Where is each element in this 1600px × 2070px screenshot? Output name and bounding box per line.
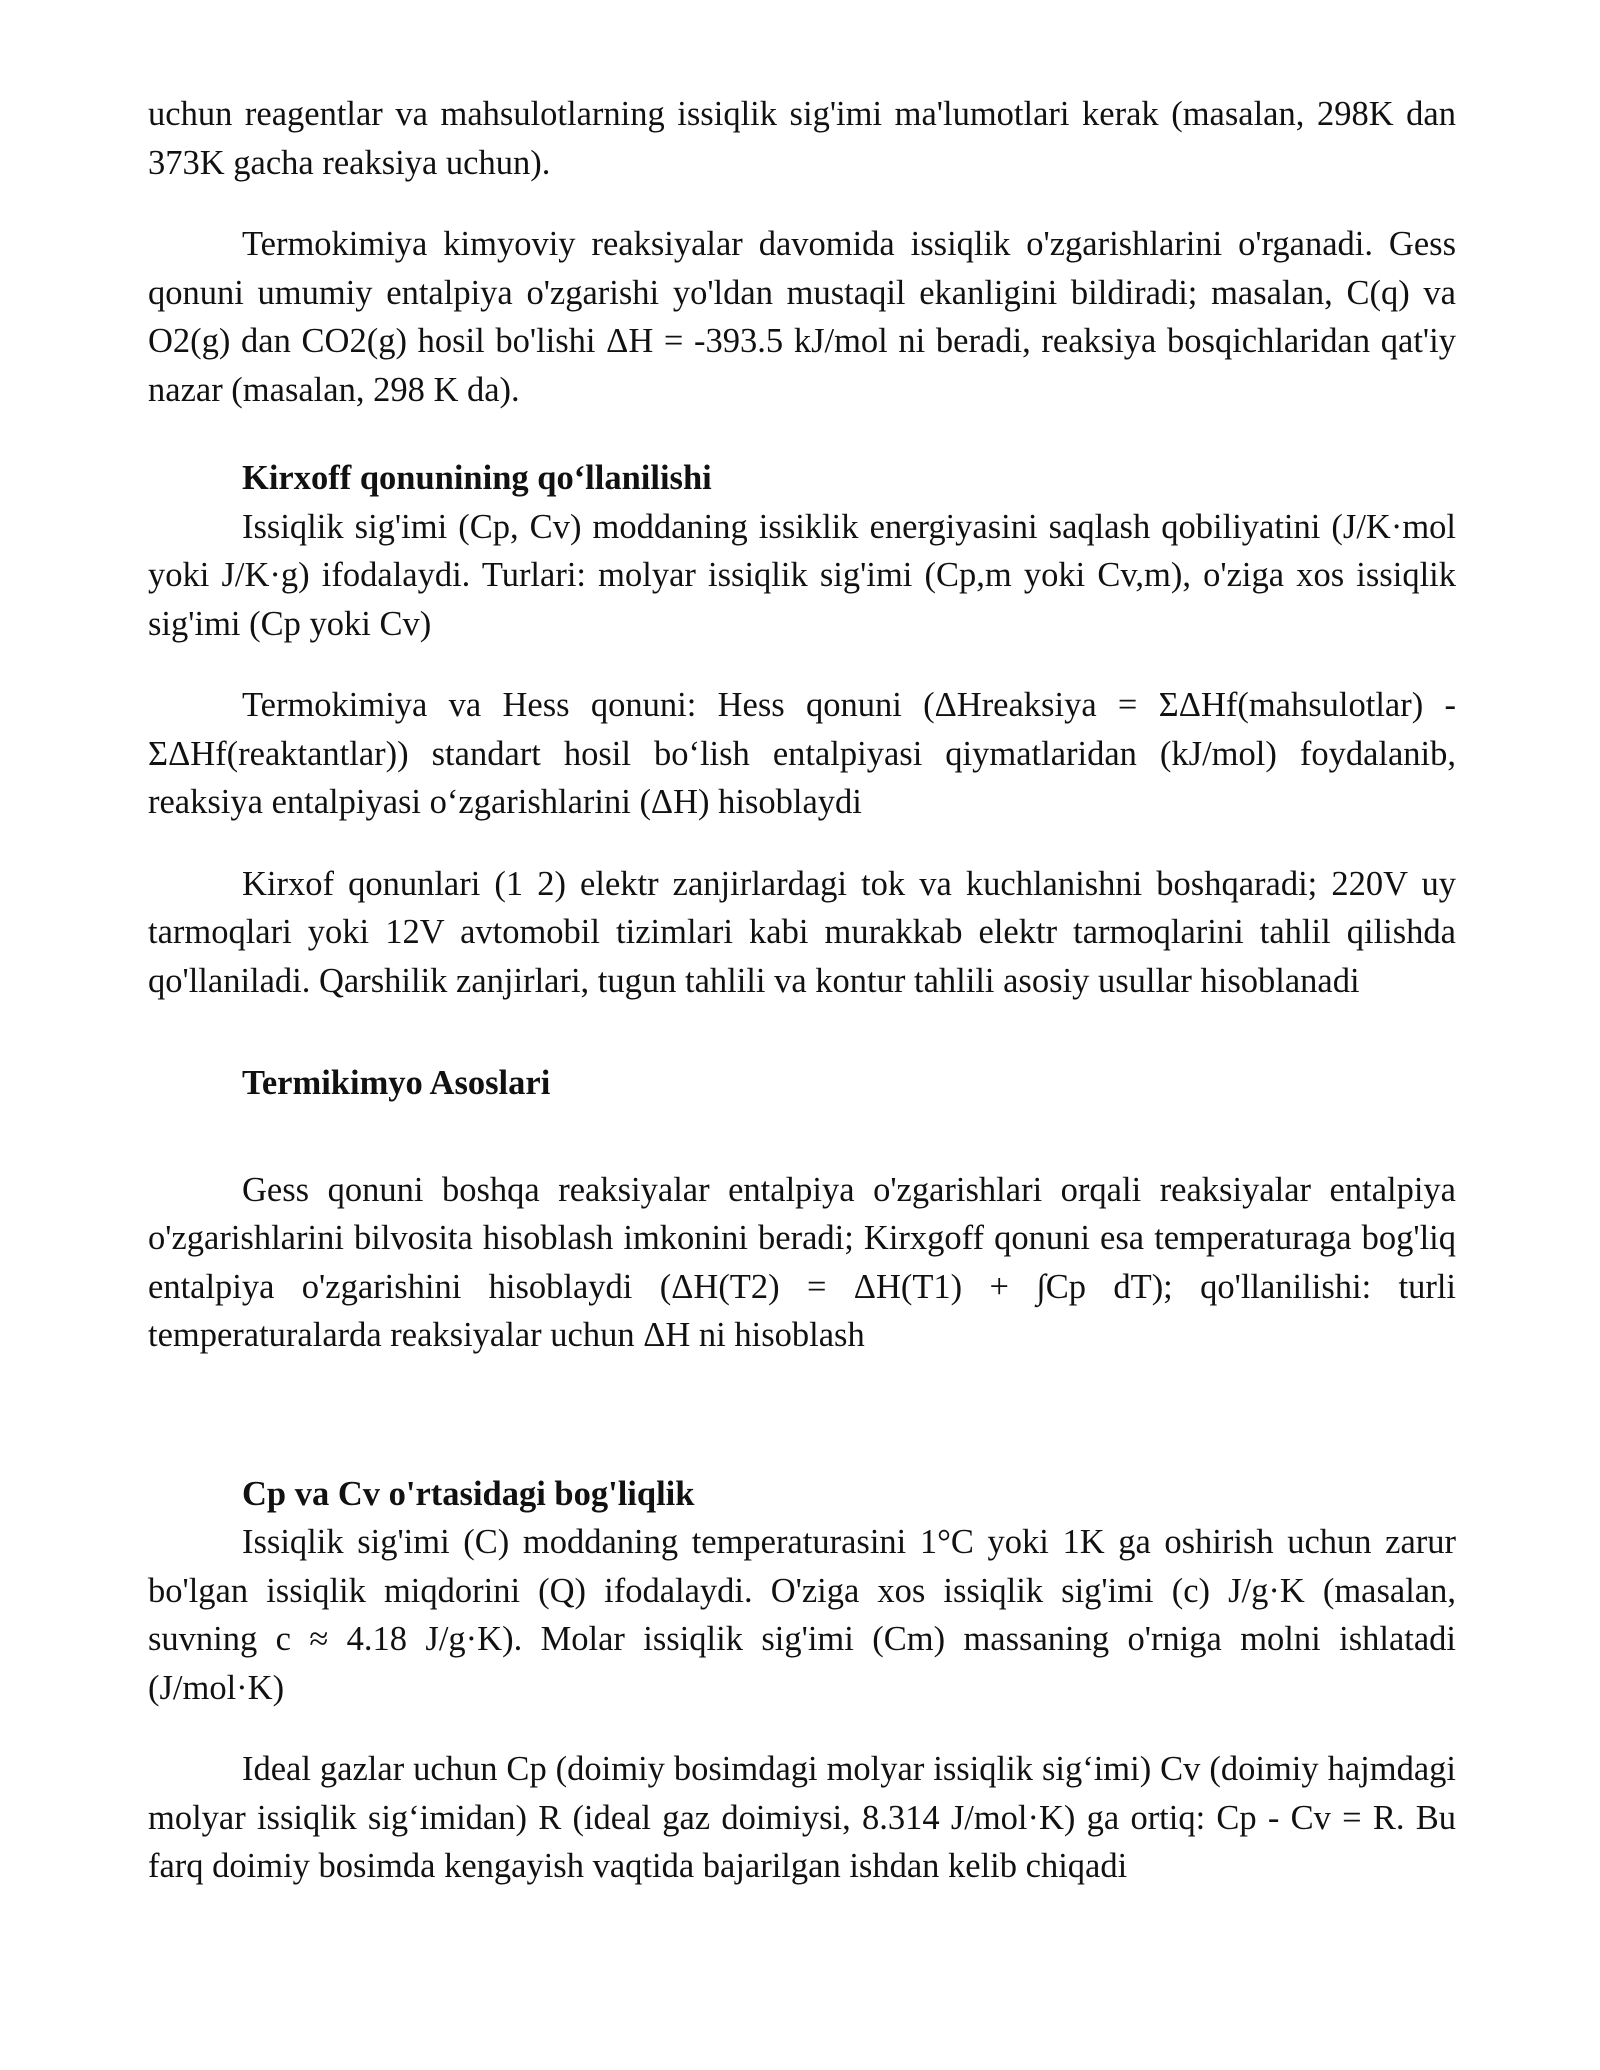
paragraph-ideal-gas-cp-cv: Ideal gazlar uchun Cp (doimiy bosimdagi molyar issiqlik sig‘imi) Cv (doimiy hajmdagi molyar issiqlik sig‘imidan) R (ideal gaz doimiysi, 8.314 J/mol·K) ga ortiq: Cp - Cv = R. Bu farq doimiy bosimda kengayish vaqtida bajarilgan ishdan kelib chiqadi bbox=[148, 1750, 1456, 1885]
document-page bbox=[148, 90, 1456, 1891]
heading-kirchhoff-application: Kirxoff qonunining qo‘llanilishi bbox=[242, 459, 712, 497]
heading-thermochemistry-basics: Termikimyo Asoslari bbox=[242, 1064, 551, 1102]
paragraph-heat-capacity-types: Issiqlik sig'imi (Cp, Cv) moddaning issiklik energiyasini saqlash qobiliyatini (J/K·mol yoki J/K·g) ifodalaydi. Turlari: molyar issiqlik sig'imi (Cp,m yoki Cv,m), o'ziga xos issiqlik sig'imi (Cp yoki Cv) bbox=[148, 507, 1456, 643]
heading-cp-cv-relation: Cp va Cv o'rtasidagi bog'liqlik bbox=[242, 1474, 695, 1513]
paragraph-hess-law-formula: Termokimiya va Hess qonuni: Hess qonuni (ΔHreaksiya = ΣΔHf(mahsulotlar) - ΣΔHf(reaktantlar)) standart hosil bo‘lish entalpiyasi qiymatlaridan (kJ/mol) foydalanib, reaksiya entalpiyasi o‘zgarishlarini (ΔH) hisoblaydi bbox=[148, 686, 1456, 821]
paragraph-reagent-heat-capacity: uchun reagentlar va mahsulotlarning issiqlik sig'imi ma'lumotlari kerak (masalan, 298K dan 373K gacha reaksiya uchun). bbox=[148, 95, 1456, 182]
paragraph-heat-capacity-definition: Issiqlik sig'imi (C) moddaning temperaturasini 1°C yoki 1K ga oshirish uchun zarur bo'lgan issiqlik miqdorini (Q) ifodalaydi. O'ziga xos issiqlik sig'imi (c) J/g·K (masalan, suvning c ≈ 4.18 J/g·K). Molar issiqlik sig'imi (Cm) massaning o'rniga molni ishlatadi (J/mol·K) bbox=[148, 1523, 1456, 1707]
paragraph-kirchhoff-circuits: Kirxof qonunlari (1 2) elektr zanjirlardagi tok va kuchlanishni boshqaradi; 220V uy tarmoqlari yoki 12V avtomobil tizimlari kabi murakkab elektr tarmoqlarini tahlil qilishda qo'llaniladi. Qarshilik zanjirlari, tugun tahlili va kontur tahlili asosiy usullar hisoblanadi bbox=[148, 864, 1456, 1000]
paragraph-hess-kirchhoff-temperature: Gess qonuni boshqa reaksiyalar entalpiya o'zgarishlari orqali reaksiyalar entalpiya o'zgarishlarini bilvosita hisoblash imkonini beradi; Kirxgoff qonuni esa temperaturaga bog'liq entalpiya o'zgarishini hisoblaydi (ΔH(T2) = ΔH(T1) + ∫Cp dT); qo'llanilishi: turli temperaturalarda reaksiyalar uchun ΔH ni hisoblash bbox=[148, 1170, 1456, 1354]
paragraph-thermochemistry-hess: Termokimiya kimyoviy reaksiyalar davomida issiqlik o'zgarishlarini o'rganadi. Gess qonuni umumiy entalpiya o'zgarishi yo'ldan mustaqil ekanligini bildiradi; masalan, C(q) va O2(g) dan CO2(g) hosil bo'lishi ΔH = -393.5 kJ/mol ni beradi, reaksiya bosqichlaridan qat'iy nazar (masalan, 298 K da). bbox=[148, 225, 1456, 409]
